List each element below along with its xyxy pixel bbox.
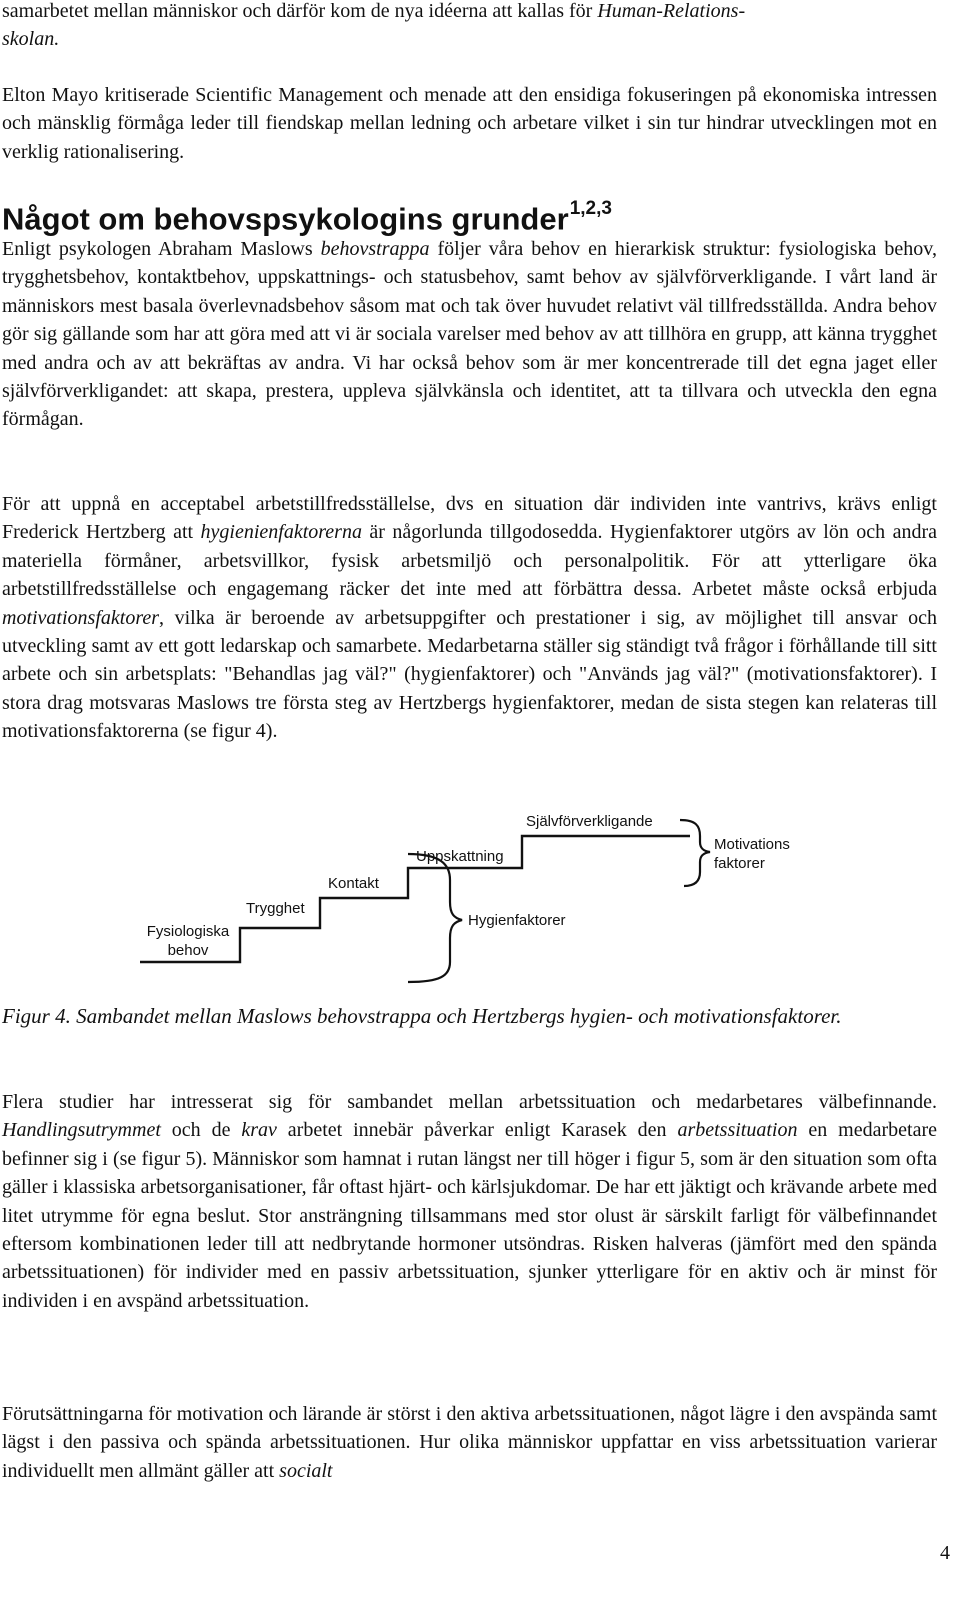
hygiene-brace: [408, 854, 462, 982]
paragraph-maslow: [2, 235, 937, 434]
italic-term: motivationsfaktorer: [2, 606, 160, 629]
step-label-uppskattning: Uppskattning: [416, 848, 504, 865]
italic-term: krav: [241, 1119, 277, 1142]
paragraph-text: Enligt psykologen Abraham Maslows: [2, 238, 321, 260]
paragraph-text: en medarbetare befinner sig i (se figur 5). Människor som hamnat i rutan längst ner till höger i figur 5, som är den situation som ofta gäller i klassiska arbetsorganisationer, får oftast hjärt- och kärlsjukdomar. De har ett jäktigt och krävande arbete med litet utrymme för egna beslut. Stor ansträngning tillsammans med stor olust är särskilt farligt för välbefinnandet eftersom kombinationen leder till att nedbrytande hormoner utsöndras. Risken halveras (jämfört med den spända arbetssituationen) för individer med en passiv arbetssituation, sjunker ytterligare för en aktiv och är minst för individen i en avspänd arbetssituation.: [2, 1119, 937, 1312]
italic-term: arbetssituation: [677, 1119, 798, 1142]
step-label-kontakt: Kontakt: [328, 875, 379, 892]
paragraph-text: samarbetet mellan människor och därför kom de nya idéerna att kallas för: [2, 0, 598, 22]
paragraph-motivation-learning: [2, 1400, 937, 1485]
italic-term: behovstrappa: [320, 238, 430, 260]
paragraph-text: , vilka är beroende av arbetsuppgifter och prestationer i sig, av möjlighet till ansvar och utveckling samt av ett gott ledarskap och samarbete. Medarbetarna ställer sig ständigt två frågor i förhållande till sitt arbete och sin arbetsplats: "Behandlas jag väl?" (hygienfaktorer) och "Används jag väl?" (motivationsfaktorer). I stora drag motsvaras Maslows tre första steg av Hertzbergs hygienfaktorer, medan de sista stegen kan relateras till motivationsfaktorerna (se figur 4).: [2, 606, 937, 743]
paragraph-text: följer våra behov en hierarkisk struktur: fysiologiska behov, trygghetsbehov, kontaktbehov, uppskattnings- och statusbehov, samt behov av självförverkligande. I vårt land är människors mest basala överlevnadsbehov såsom mat och tak över huvudet relativt väl tillfredsställda. Andra behov gör sig gällande som har att göra med att vi är sociala varelser med behov av att tillhöra en grupp, att känna trygghet med andra och av att bekräftas av andra. Vi har också behov som är mer koncentrerade till det egna jaget eller självförverkligandet: att skapa, prestera, uppleva självkänsla och identitet, att ta tillvara och utveckla den egna förmågan.: [2, 238, 938, 431]
step-label-sjalvforverkligande: Självförverkligande: [526, 813, 653, 830]
paragraph-karasek: [2, 1088, 937, 1315]
page-number: 4: [940, 1542, 950, 1564]
motivation-label-line: faktorer: [714, 855, 765, 872]
hygiene-factors-label: Hygienfaktorer: [468, 912, 566, 929]
paragraph-elton-mayo: Elton Mayo kritiserade Scientific Management och menade att den ensidiga fokuseringen på ekonomiska intressen och mänsklig förmåga leder till fiendskap mellan ledning och arbetare vilket i sin tur hindrar utvecklingen mot en verklig rationalisering.: [2, 84, 937, 163]
step-label-fysiologiska: [138, 922, 238, 960]
italic-term: Human-Relations-: [597, 0, 746, 22]
footnote-reference: 1,2,3: [569, 198, 612, 219]
figure-staircase: [0, 790, 960, 1000]
paragraph-text: är någorlunda tillgodosedda. Hygienfaktorer utgörs av lön och andra materiella förmåner, arbetsvillkor, fysisk arbetsmiljö och personalpolitik. För att ytterligare öka arbetstillfredsställelse och engagemang räcker det inte med att förbättra dessa. Arbetet måste också erbjuda: [2, 521, 937, 601]
step-label-line: behov: [167, 942, 209, 959]
paragraph-text: Flera studier har intresserat sig för sambandet mellan arbetssituation och medarbetares välbefinnande.: [2, 1091, 937, 1113]
motivation-factors-label: [714, 835, 790, 873]
paragraph-text: arbetet innebär påverkar enligt Karasek den: [276, 1119, 678, 1142]
paragraph-continuation: [2, 0, 937, 54]
italic-term: socialt: [279, 1459, 333, 1482]
paragraph-text: Förutsättningarna för motivation och lärande är störst i den aktiva arbetssituationen, något lägre i den avspända samt lägst i den passiva och spända arbetssituationen. Hur olika människor uppfattar en viss arbetssituation varierar individuellt men allmänt gäller att: [2, 1403, 937, 1482]
heading-text: Något om behovspsykologins grunder: [2, 201, 569, 237]
figure-caption: Figur 4. Sambandet mellan Maslows behovstrappa och Hertzbergs hygien- och motivationsfaktorer.: [2, 1004, 842, 1028]
step-label-line: Fysiologiska: [146, 923, 230, 940]
italic-term: skolan.: [2, 28, 60, 51]
paragraph-text: och de: [160, 1119, 242, 1142]
paragraph-hertzberg: [2, 490, 937, 746]
staircase-diagram: [0, 790, 960, 1000]
italic-term: hygienienfaktorerna: [200, 521, 362, 544]
motivation-brace: [680, 820, 710, 886]
paragraph-text: För att uppnå en acceptabel arbetstillfredsställelse, dvs en situation där individen inte vantrivs, krävs enligt Frederick Hertzberg att: [2, 493, 937, 544]
motivation-label-line: Motivations: [714, 836, 790, 853]
italic-term: Handlingsutrymmet: [2, 1119, 161, 1142]
step-label-trygghet: Trygghet: [246, 900, 305, 917]
